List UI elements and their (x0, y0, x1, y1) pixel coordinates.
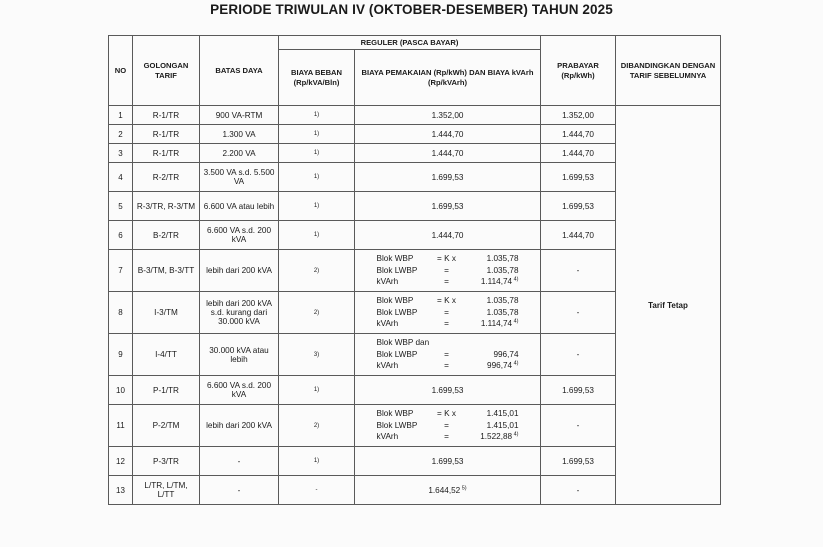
header-biaya-beban: BIAYA BEBAN (Rp/kVA/Bln) (279, 50, 355, 106)
cell-prabayar: - (541, 292, 616, 334)
cell-biaya-beban: 2) (279, 292, 355, 334)
cell-biaya-beban: 1) (279, 376, 355, 405)
cell-biaya-beban: 1) (279, 163, 355, 192)
blok-sign: = (444, 277, 449, 287)
cell-prabayar: 1.444,70 (541, 221, 616, 250)
cell-batas-daya: 3.500 VA s.d. 5.500 VA (200, 163, 279, 192)
blok-value: 1.035,78 (486, 254, 519, 264)
blok-sign: = (444, 432, 449, 442)
blok-sign: = (444, 307, 449, 317)
cell-no: 9 (109, 334, 133, 376)
cell-no: 13 (109, 476, 133, 505)
cell-golongan: R-1/TR (133, 125, 200, 144)
cell-golongan: R-1/TR (133, 144, 200, 163)
blok-label: kVArh (376, 361, 399, 371)
cell-prabayar: 1.699,53 (541, 163, 616, 192)
cell-biaya-pemakaian: 1.699,53 (355, 163, 541, 192)
cell-no: 3 (109, 144, 133, 163)
cell-prabayar: - (541, 334, 616, 376)
cell-batas-daya: - (200, 476, 279, 505)
header-biaya-pemakaian: BIAYA PEMAKAIAN (Rp/kWh) DAN BIAYA kVArh (Rp/kVArh) (355, 50, 541, 106)
cell-batas-daya: lebih dari 200 kVA (200, 250, 279, 292)
blok-value: 1.035,78 (486, 265, 519, 275)
table-body (109, 106, 721, 505)
blok-value: 1.035,78 (486, 307, 519, 317)
cell-no: 6 (109, 221, 133, 250)
cell-golongan: I-3/TM (133, 292, 200, 334)
blok-sign: = (444, 349, 449, 359)
cell-prabayar: 1.699,53 (541, 376, 616, 405)
blok-label: Blok LWBP (376, 420, 418, 430)
header-golongan: GOLONGAN TARIF (133, 36, 200, 106)
table-row (109, 106, 721, 125)
cell-batas-daya: 2.200 VA (200, 144, 279, 163)
cell-golongan: R-1/TR (133, 106, 200, 125)
cell-prabayar: - (541, 476, 616, 505)
cell-biaya-beban: 1) (279, 106, 355, 125)
header-prabayar: PRABAYAR (Rp/kWh) (541, 36, 616, 106)
blok-list (377, 253, 519, 288)
cell-no: 2 (109, 125, 133, 144)
cell-no: 5 (109, 192, 133, 221)
cell-prabayar: 1.699,53 (541, 447, 616, 476)
cell-biaya-pemakaian: 1.699,53 (355, 192, 541, 221)
cell-prabayar: 1.444,70 (541, 144, 616, 163)
cell-no: 4 (109, 163, 133, 192)
blok-value: 996,74 (493, 349, 519, 359)
cell-biaya-beban: - (279, 476, 355, 505)
blok-list (377, 295, 519, 330)
cell-biaya-beban: 2) (279, 405, 355, 447)
cell-prabayar: - (541, 405, 616, 447)
blok-label: Blok LWBP (376, 307, 418, 317)
cell-batas-daya: 6.600 VA atau lebih (200, 192, 279, 221)
cell-no: 10 (109, 376, 133, 405)
blok-value: 1.415,01 (486, 420, 519, 430)
cell-biaya-pemakaian: 1.644,52 $^{5)}$ (355, 476, 541, 505)
blok-label: Blok WBP (376, 296, 414, 306)
cell-no: 11 (109, 405, 133, 447)
cell-biaya-beban: 2) (279, 250, 355, 292)
cell-no: 1 (109, 106, 133, 125)
blok-label: Blok WBP dan (376, 338, 430, 348)
cell-no: 12 (109, 447, 133, 476)
blok-sign: = (444, 265, 449, 275)
header-dibandingkan: DIBANDINGKAN DENGAN TARIF SEBELUMNYA (616, 36, 721, 106)
footnote-marker: 5) (460, 484, 467, 491)
cell-golongan: P-3/TR (133, 447, 200, 476)
cell-biaya-pemakaian: 1.352,00 (355, 106, 541, 125)
blok-sign: = K x (437, 409, 456, 419)
blok-sign: = K x (437, 296, 456, 306)
cell-golongan: P-2/TM (133, 405, 200, 447)
cell-no: 7 (109, 250, 133, 292)
cell-biaya-pemakaian (355, 292, 541, 334)
cell-biaya-beban: 1) (279, 192, 355, 221)
footnote-marker: 4) (512, 276, 519, 283)
cell-biaya-beban: 3) (279, 334, 355, 376)
blok-value: 1.522,88 $^{4)}$ (480, 431, 519, 442)
tariff-table (108, 35, 721, 505)
blok-sign: = (444, 319, 449, 329)
cell-keterangan: Tarif Tetap (616, 106, 721, 505)
blok-label: kVArh (376, 277, 399, 287)
cell-batas-daya: 900 VA-RTM (200, 106, 279, 125)
cell-batas-daya: - (200, 447, 279, 476)
blok-label: kVArh (376, 319, 399, 329)
cell-prabayar: 1.444,70 (541, 125, 616, 144)
cell-prabayar: 1.352,00 (541, 106, 616, 125)
page-title: PERIODE TRIWULAN IV (OKTOBER-DESEMBER) TAHUN 2025 (210, 2, 613, 17)
blok-label: Blok WBP (376, 409, 414, 419)
cell-golongan: B-2/TR (133, 221, 200, 250)
blok-value: 996,74 $^{4)}$ (487, 360, 519, 371)
cell-biaya-pemakaian: 1.444,70 (355, 221, 541, 250)
blok-sign: = K x (437, 254, 456, 264)
cell-batas-daya: 30.000 kVA atau lebih (200, 334, 279, 376)
cell-biaya-pemakaian: 1.444,70 (355, 144, 541, 163)
blok-value: 1.035,78 (486, 296, 519, 306)
blok-value: 1.114,74 $^{4)}$ (480, 276, 519, 287)
cell-golongan: B-3/TM, B-3/TT (133, 250, 200, 292)
cell-biaya-beban: 1) (279, 144, 355, 163)
footnote-marker: 4) (512, 318, 519, 325)
blok-label: kVArh (376, 432, 399, 442)
blok-value (459, 337, 519, 349)
cell-biaya-pemakaian (355, 250, 541, 292)
cell-prabayar: 1.699,53 (541, 192, 616, 221)
blok-sign (435, 337, 459, 349)
blok-value: 1.415,01 (486, 409, 519, 419)
header-reguler: REGULER (PASCA BAYAR) (279, 36, 541, 50)
cell-biaya-beban: 1) (279, 125, 355, 144)
cell-golongan: I-4/TT (133, 334, 200, 376)
footnote-marker: 4) (512, 431, 519, 438)
cell-golongan: P-1/TR (133, 376, 200, 405)
blok-list (377, 408, 519, 443)
cell-batas-daya: 6.600 VA s.d. 200 kVA (200, 376, 279, 405)
cell-biaya-pemakaian: 1.444,70 (355, 125, 541, 144)
blok-label: Blok WBP (376, 254, 414, 264)
cell-golongan: R-2/TR (133, 163, 200, 192)
cell-biaya-pemakaian: 1.699,53 (355, 376, 541, 405)
cell-golongan: R-3/TR, R-3/TM (133, 192, 200, 221)
cell-golongan: L/TR, L/TM, L/TT (133, 476, 200, 505)
cell-batas-daya: 6.600 VA s.d. 200 kVA (200, 221, 279, 250)
cell-biaya-pemakaian: 1.699,53 (355, 447, 541, 476)
cell-no: 8 (109, 292, 133, 334)
footnote-marker: 4) (512, 360, 519, 367)
blok-value: 1.114,74 $^{4)}$ (480, 318, 519, 329)
cell-prabayar: - (541, 250, 616, 292)
header-no: NO (109, 36, 133, 106)
cell-biaya-pemakaian (355, 405, 541, 447)
blok-sign: = (444, 361, 449, 371)
blok-list (377, 337, 519, 372)
cell-biaya-pemakaian (355, 334, 541, 376)
blok-label: Blok LWBP (376, 265, 418, 275)
cell-biaya-beban: 1) (279, 221, 355, 250)
cell-biaya-beban: 1) (279, 447, 355, 476)
cell-batas-daya: lebih dari 200 kVA s.d. kurang dari 30.000 kVA (200, 292, 279, 334)
cell-batas-daya: lebih dari 200 kVA (200, 405, 279, 447)
blok-label: Blok LWBP (376, 349, 418, 359)
blok-sign: = (444, 420, 449, 430)
header-batas-daya: BATAS DAYA (200, 36, 279, 106)
cell-batas-daya: 1.300 VA (200, 125, 279, 144)
